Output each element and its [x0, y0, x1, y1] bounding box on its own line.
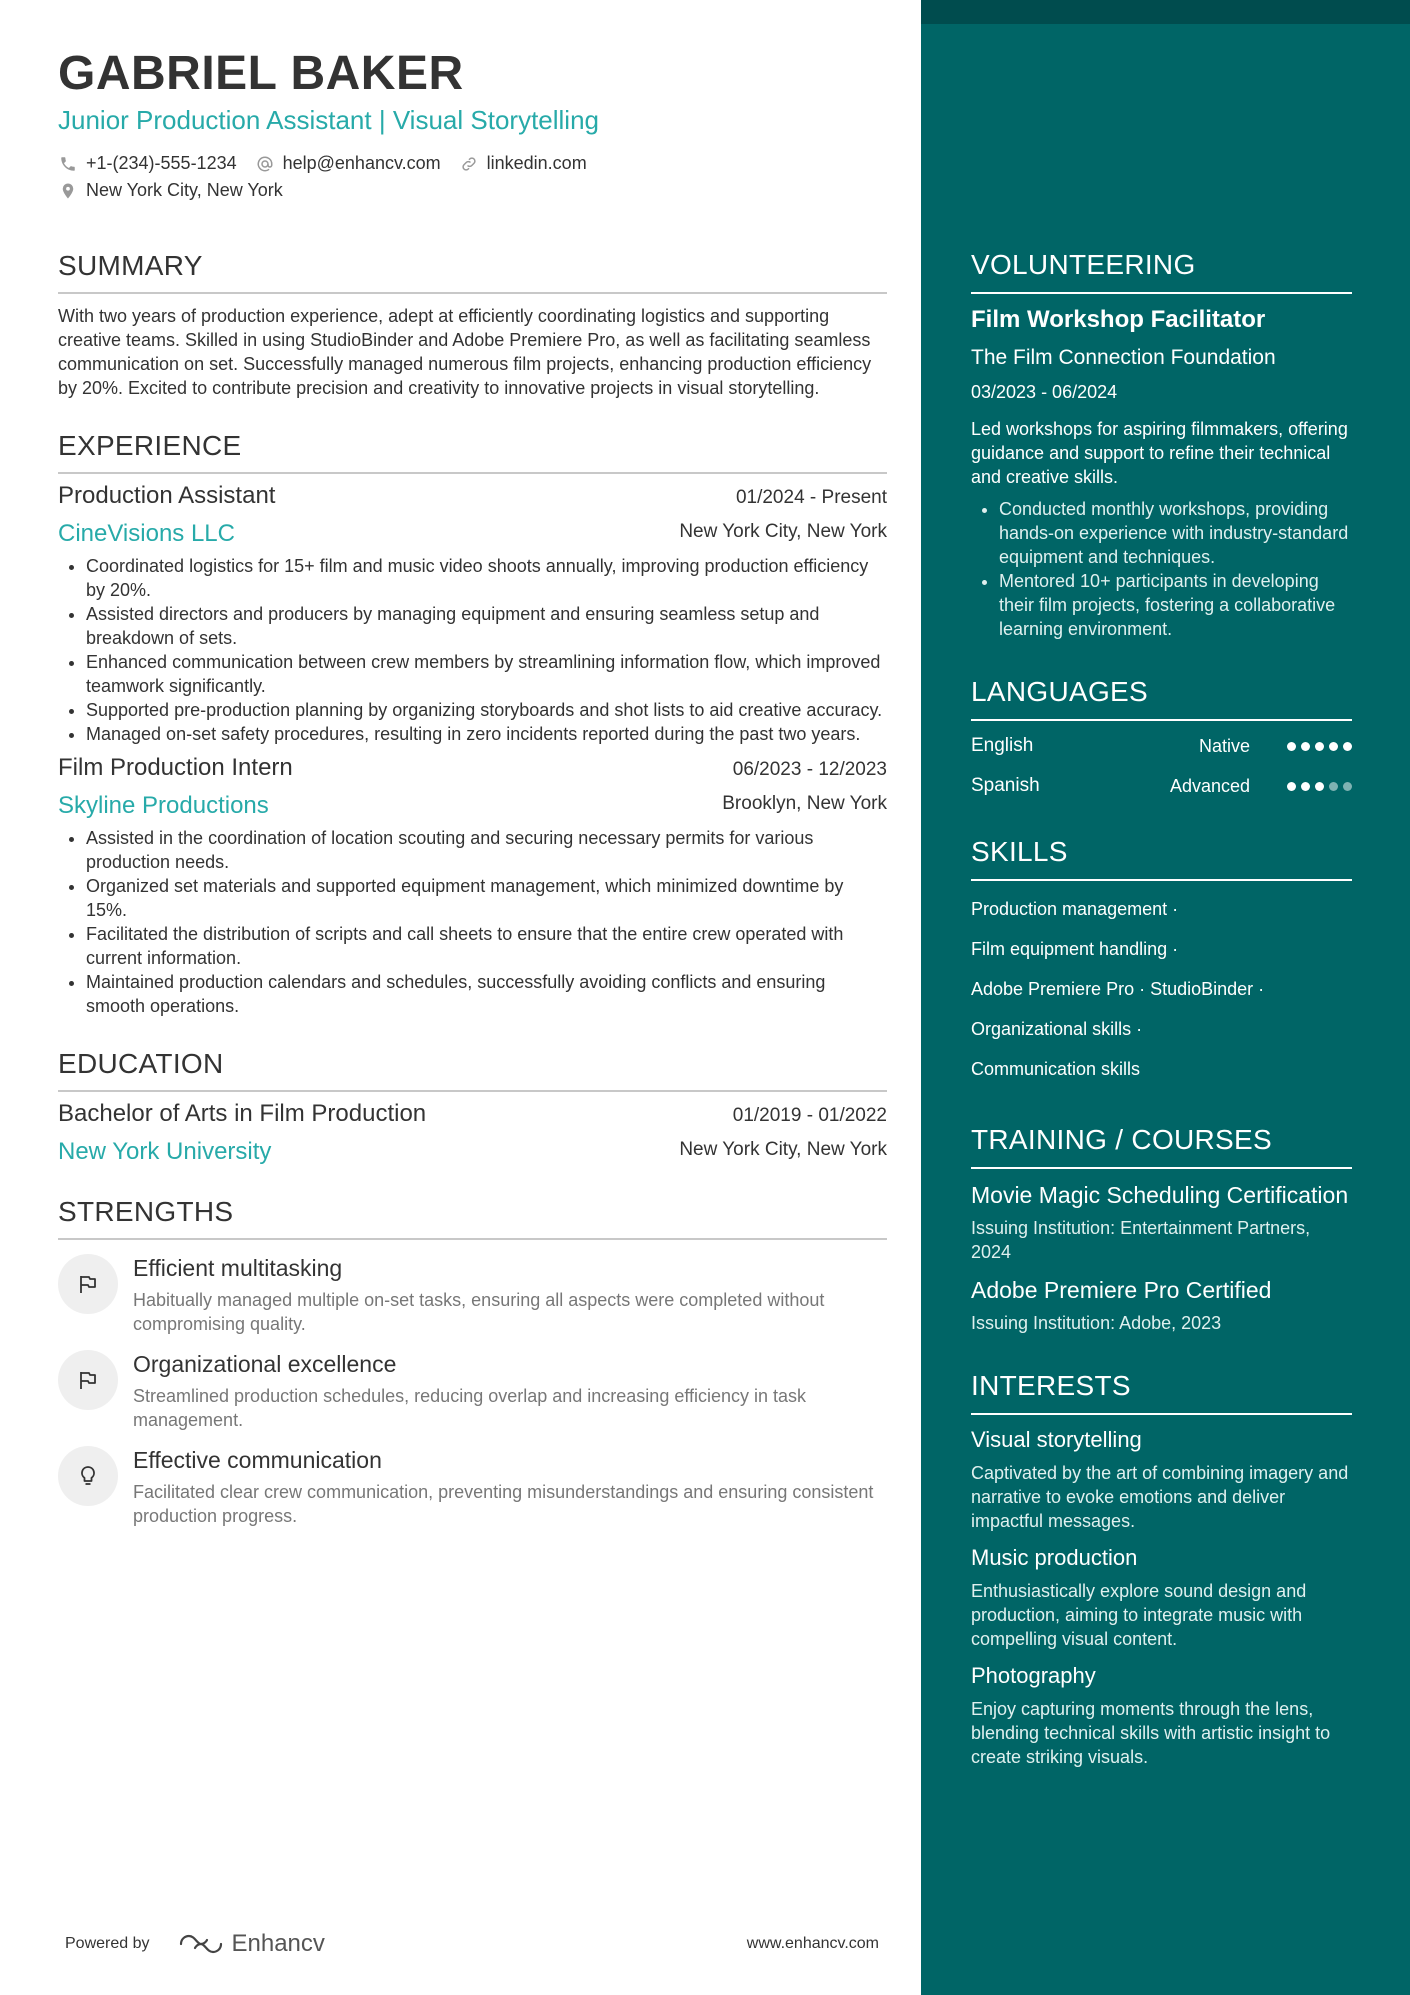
page-footer: [65, 1930, 879, 1958]
linkedin-text: linkedin.com: [486, 153, 587, 173]
rating-dot-empty: [1343, 782, 1352, 791]
bullet-item: • Facilitated the distribution of scripts and call sheets to ensure that the entire crew operated with current information.: [86, 922, 887, 970]
job-dates: 06/2023 - 12/2023: [732, 759, 887, 780]
rating-dot-filled: [1287, 742, 1296, 751]
language-item: [971, 731, 1352, 761]
strength-title: Organizational excellence: [133, 1351, 397, 1377]
job-location: Brooklyn, New York: [722, 793, 887, 814]
footer-url[interactable]: www.enhancv.com: [746, 1935, 879, 1952]
candidate-name: GABRIEL BAKER: [58, 47, 464, 100]
interest-description: Enthusiastically explore sound design and production, aiming to integrate music with compelling visual content.: [971, 1581, 1307, 1649]
strength-title: Efficient multitasking: [133, 1255, 343, 1281]
bullet-item: • Enhanced communication between crew members by streamlining information flow, which improved teamwork significantly.: [86, 650, 887, 698]
bullet-item: • Coordinated logistics for 15+ film and music video shoots annually, improving production efficiency by 20%.: [86, 554, 887, 602]
rating-dot-filled: [1315, 742, 1324, 751]
interest-title: Music production: [971, 1545, 1138, 1570]
skill-item: Production management ·: [971, 899, 1179, 919]
language-name: English: [971, 735, 1034, 756]
training-heading: TRAINING / COURSES: [971, 1123, 1352, 1169]
rating-dot-filled: [1301, 742, 1310, 751]
summary-section: [58, 250, 887, 400]
linkedin-contact[interactable]: [459, 153, 587, 174]
main-column: [58, 46, 887, 1528]
language-name: Spanish: [971, 775, 1040, 796]
enhancv-logo-icon: [178, 1932, 224, 1956]
degree-name: Bachelor of Arts in Film Production: [58, 1100, 427, 1127]
contact-info: [58, 150, 887, 204]
sidebar: [921, 0, 1410, 1995]
job-role: Production Assistant: [58, 482, 276, 509]
language-level: Native: [1198, 735, 1250, 756]
strength-item: [58, 1254, 887, 1336]
rating-dot-filled: [1287, 782, 1296, 791]
experience-entry: [58, 482, 887, 746]
course-description: Issuing Institution: Entertainment Partners, 2024: [971, 1218, 1311, 1262]
rating-dot-filled: [1315, 782, 1324, 791]
enhancv-logo[interactable]: [178, 1930, 325, 1958]
bullet-item: • Organized set materials and supported equipment management, which minimized downtime by 15%.: [86, 874, 887, 922]
language-level: Advanced: [1169, 775, 1250, 796]
strength-description: Habitually managed multiple on-set tasks, ensuring all aspects were completed without compromising quality.: [133, 1290, 825, 1334]
phone-icon: [58, 154, 78, 174]
strengths-section: [58, 1196, 887, 1528]
skill-item: Adobe Premiere Pro · StudioBinder ·: [971, 979, 1265, 999]
phone-contact[interactable]: [58, 153, 237, 174]
skills-section: [971, 835, 1352, 1081]
training-section: [971, 1123, 1352, 1335]
course-description: Issuing Institution: Adobe, 2023: [971, 1313, 1222, 1333]
education-dates: 01/2019 - 01/2022: [732, 1105, 887, 1126]
volunteering-heading: VOLUNTEERING: [971, 248, 1352, 294]
volunteer-role: Film Workshop Facilitator: [971, 306, 1266, 333]
job-role: Film Production Intern: [58, 754, 293, 781]
language-rating: [1282, 742, 1352, 751]
sidebar-top-bar: [921, 0, 1410, 24]
location-contact: [58, 180, 283, 201]
education-heading: EDUCATION: [58, 1048, 887, 1092]
strengths-heading: STRENGTHS: [58, 1196, 887, 1240]
strength-item: [58, 1350, 887, 1432]
bullet-item: • Mentored 10+ participants in developing their film projects, fostering a collaborative learning environment.: [999, 569, 1352, 641]
company-name: CineVisions LLC: [58, 520, 235, 547]
bullet-item: • Conducted monthly workshops, providing hands-on experience with industry-standard equipment and techniques.: [999, 497, 1352, 569]
skills-heading: SKILLS: [971, 835, 1352, 881]
company-name: Skyline Productions: [58, 792, 269, 819]
volunteer-bullets: [971, 497, 1352, 641]
volunteering-section: [971, 248, 1352, 641]
interest-title: Visual storytelling: [971, 1427, 1142, 1452]
candidate-title: Junior Production Assistant | Visual Storytelling: [58, 105, 599, 135]
rating-dot-filled: [1329, 742, 1338, 751]
flag-icon: [58, 1254, 118, 1314]
strength-title: Effective communication: [133, 1447, 382, 1473]
language-rating: [1282, 782, 1352, 791]
rating-dot-filled: [1343, 742, 1352, 751]
interests-section: [971, 1369, 1352, 1769]
job-bullets: [58, 554, 887, 746]
skill-item: Film equipment handling ·: [971, 939, 1179, 959]
bullet-item: • Assisted in the coordination of location scouting and securing necessary permits for various production needs.: [86, 826, 887, 874]
bullet-item: • Managed on-set safety procedures, resulting in zero incidents reported during the past two years.: [86, 722, 887, 746]
summary-text: With two years of production experience, adept at efficiently coordinating logistics and supporting creative teams. Skilled in using StudioBinder and Adobe Premiere Pro, as well as facilitating seamless communication on set. Successfully managed numerous film projects, enhancing production efficiency by 20%. Excited to contribute precision and creativity to innovative projects in visual storytelling.: [58, 306, 872, 398]
course-title: Adobe Premiere Pro Certified: [971, 1277, 1272, 1303]
interest-description: Enjoy capturing moments through the lens, blending technical skills with artistic insight to create striking visuals.: [971, 1699, 1331, 1767]
rating-dot-empty: [1329, 782, 1338, 791]
strength-description: Facilitated clear crew communication, preventing misunderstandings and ensuring consistent production progress.: [133, 1482, 874, 1526]
rating-dot-filled: [1301, 782, 1310, 791]
email-text: help@enhancv.com: [282, 153, 441, 173]
interest-title: Photography: [971, 1663, 1096, 1688]
skill-item: Communication skills: [971, 1059, 1141, 1079]
link-icon: [459, 154, 479, 174]
course-title: Movie Magic Scheduling Certification: [971, 1182, 1349, 1208]
experience-heading: EXPERIENCE: [58, 430, 887, 474]
experience-section: [58, 430, 887, 1018]
interest-description: Captivated by the art of combining imagery and narrative to evoke emotions and deliver impactful messages.: [971, 1463, 1349, 1531]
location-pin-icon: [58, 181, 78, 201]
at-sign-icon: [255, 154, 275, 174]
flag-icon: [58, 1350, 118, 1410]
volunteer-organization: The Film Connection Foundation: [971, 346, 1276, 369]
enhancv-brand-text: Enhancv: [231, 1930, 325, 1957]
skill-item: Organizational skills ·: [971, 1019, 1143, 1039]
email-contact[interactable]: [255, 153, 441, 174]
experience-entry: [58, 754, 887, 1018]
volunteer-dates: 03/2023 - 06/2024: [971, 382, 1118, 402]
job-bullets: [58, 826, 887, 1018]
powered-by-text: Powered by: [65, 1935, 150, 1952]
job-location: New York City, New York: [679, 521, 887, 542]
languages-heading: LANGUAGES: [971, 675, 1352, 721]
job-dates: 01/2024 - Present: [735, 487, 887, 508]
school-name: New York University: [58, 1138, 272, 1165]
language-item: [971, 771, 1352, 801]
education-entry: [58, 1100, 887, 1166]
education-section: [58, 1048, 887, 1166]
bullet-item: • Maintained production calendars and schedules, successfully avoiding conflicts and ensuring smooth operations.: [86, 970, 887, 1018]
volunteer-description: Led workshops for aspiring filmmakers, offering guidance and support to refine their technical and creative skills.: [971, 419, 1348, 487]
summary-heading: SUMMARY: [58, 250, 887, 294]
languages-section: [971, 675, 1352, 801]
bullet-item: • Supported pre-production planning by organizing storyboards and shot lists to aid creative accuracy.: [86, 698, 887, 722]
education-location: New York City, New York: [679, 1139, 887, 1160]
lightbulb-icon: [58, 1446, 118, 1506]
strength-item: [58, 1446, 887, 1528]
phone-text: +1-(234)-555-1234: [86, 153, 237, 173]
interests-heading: INTERESTS: [971, 1369, 1352, 1415]
bullet-item: • Assisted directors and producers by managing equipment and ensuring seamless setup and breakdown of sets.: [86, 602, 887, 650]
location-text: New York City, New York: [86, 180, 283, 200]
strength-description: Streamlined production schedules, reducing overlap and increasing efficiency in task management.: [133, 1386, 807, 1430]
